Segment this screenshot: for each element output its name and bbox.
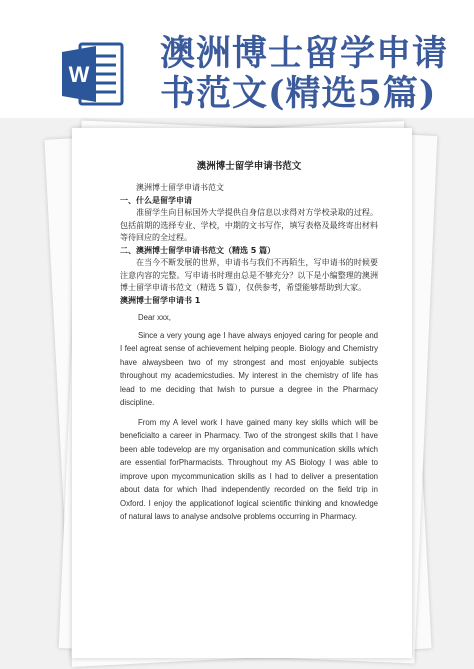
document-title: 澳洲博士留学申请书范文 <box>196 161 302 172</box>
document-subtitle: 澳洲博士留学申请书范文 <box>136 183 224 192</box>
document-page <box>72 128 412 658</box>
letter-salutation: Dear xxx, <box>138 313 171 322</box>
letter-heading: 澳洲博士留学申请书 1 <box>120 295 201 305</box>
letter-paragraph: Since a very young age I have always enjoyed caring for people and I feel agreat sense of achievement helping people. Biology and Chemistry have alwaysbeen two of my strongest and most enjoyable subjects throughout my academicstudies. My interest in the chemistry of life has lead to me deciding that Iwish to pursue a degree in the Pharmacy discipline. <box>120 330 378 407</box>
word-document-icon <box>62 40 124 108</box>
page-title-line-2: 书范文(精选5篇) <box>160 73 437 114</box>
section-paragraph: 准留学生向目标国外大学提供自身信息以求得对方学校录取的过程。包括前期的选择专业、学校，中期的文书写作，填写表格及最终寄出材料等待回应的全过程。 <box>120 208 378 242</box>
section-heading: 一、什么是留学申请 <box>120 195 192 205</box>
document-content <box>120 158 378 524</box>
letter-paragraph: From my A level work I have gained many key skills which will be beneficialto a career in Pharmacy. Two of the strongest skills that I have been able todevelop are my organisation and communication skills which are essential forPharmacists. Throughout my AS Biology I was able to improve upon mycommunication skills as I had to deliver a presentation about data for which Ihad independently recorded on the field trip in Oxford. I enjoy the applicationof logical scientific thinking and knowledge of natural laws to analyse andsolve problems occurring in Pharmacy. <box>120 417 378 521</box>
section-heading: 二、澳洲博士留学申请书范文（精选 5 篇） <box>120 245 276 255</box>
header-banner <box>0 0 474 120</box>
section-paragraph: 在当今不断发展的世界，申请书与我们不再陌生，写申请书的时候要注意内容的完整。写申请书时理由总是不够充分？以下是小编整理的澳洲博士留学申请书范文（精选 5 篇），仅供参考，希望能够帮助到大家。 <box>120 258 378 292</box>
page-title-line-1: 澳洲博士留学申请 <box>160 33 449 74</box>
svg-text:W: W <box>68 62 90 87</box>
